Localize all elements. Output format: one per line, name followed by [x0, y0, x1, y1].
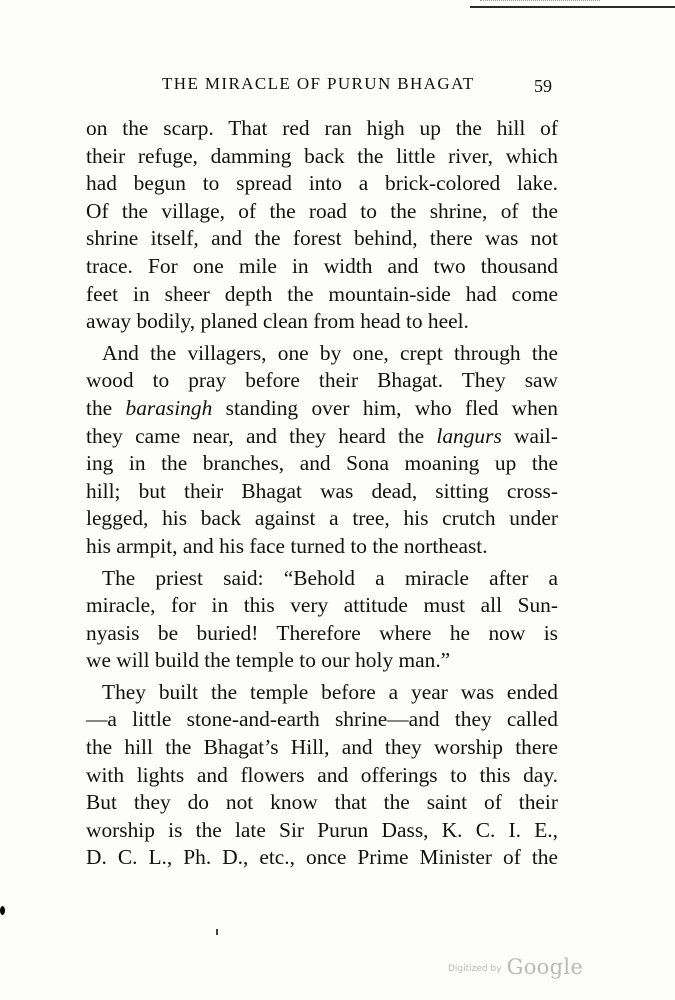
text-line — [86, 817, 558, 845]
text-run: with lights and flowers and offerings to this day. — [86, 762, 558, 787]
text-run: legged, his back against a tree, his crutch under — [86, 506, 558, 531]
text-run: D. C. L., Ph. D., etc., once Prime Minister of the — [86, 845, 558, 870]
watermark-prefix: Digitized by — [448, 964, 502, 974]
text-run: had begun to spread into a brick-colored lake. — [86, 171, 558, 196]
running-title: THE MIRACLE OF PURUN BHAGAT — [162, 74, 475, 93]
text-line — [86, 565, 558, 593]
page-number: 59 — [534, 76, 552, 96]
paragraph — [86, 679, 558, 872]
margin-ink-blot — [0, 906, 5, 915]
text-line — [86, 170, 558, 198]
running-head — [0, 74, 675, 98]
italic-term: langurs — [436, 423, 502, 448]
ink-speck — [216, 929, 218, 935]
text-run: hill; but their Bhagat was dead, sitting cross- — [86, 478, 558, 503]
text-line — [86, 620, 558, 648]
italic-term: barasingh — [125, 395, 213, 420]
text-line — [86, 762, 558, 790]
scan-edge-dots — [480, 0, 600, 3]
text-run: But they do not know that the saint of their — [86, 790, 558, 815]
google-logo: Google — [506, 955, 584, 979]
paragraph — [86, 340, 558, 561]
text-line — [86, 533, 558, 561]
text-line — [86, 789, 558, 817]
digitized-watermark — [448, 955, 583, 979]
text-line — [86, 198, 558, 226]
text-line — [86, 308, 558, 336]
text-line — [86, 844, 558, 872]
text-run: his armpit, and his face turned to the northeast. — [86, 533, 488, 558]
text-run: feet in sheer depth the mountain-side had come — [86, 281, 558, 306]
paragraph — [86, 565, 558, 675]
text-line — [86, 395, 558, 423]
text-run: wood to pray before their Bhagat. They saw — [86, 368, 558, 393]
text-line — [86, 340, 558, 368]
text-run: they came near, and they heard the — [86, 423, 437, 448]
text-line — [86, 706, 558, 734]
text-line — [86, 450, 558, 478]
text-run: shrine itself, and the forest behind, there was not — [86, 226, 558, 251]
text-line — [86, 592, 558, 620]
text-run: we will build the temple to our holy man.” — [86, 648, 451, 673]
text-run: away bodily, planed clean from head to heel. — [86, 309, 469, 334]
text-line — [86, 478, 558, 506]
text-line — [86, 734, 558, 762]
text-run: on the scarp. That red ran high up the hill of — [86, 116, 558, 140]
text-run: miracle, for in this very attitude must all Sun- — [86, 593, 558, 618]
text-run: —a little stone-and-earth shrine—and they called — [86, 707, 558, 732]
text-line — [86, 647, 558, 675]
text-run: ing in the branches, and Sona moaning up the — [86, 451, 558, 476]
text-run: trace. For one mile in width and two thousand — [86, 253, 558, 278]
text-line — [86, 423, 558, 451]
text-line — [86, 281, 558, 309]
text-run: the hill the Bhagat’s Hill, and they worship there — [86, 735, 558, 760]
text-run: the — [86, 395, 126, 420]
text-run: Of the village, of the road to the shrine, of the — [86, 198, 558, 223]
scan-edge-rule — [470, 6, 675, 8]
text-run: And the villagers, one by one, crept through the — [102, 340, 558, 365]
text-line — [86, 253, 558, 281]
text-run: The priest said: “Behold a miracle after a — [102, 565, 558, 590]
text-line — [86, 505, 558, 533]
text-line — [86, 367, 558, 395]
paragraph — [86, 115, 558, 336]
text-run: nyasis be buried! Therefore where he now is — [86, 620, 558, 645]
text-line — [86, 225, 558, 253]
text-line — [86, 115, 558, 143]
text-run: wail- — [501, 423, 558, 448]
text-line — [86, 143, 558, 171]
text-run: their refuge, damming back the little river, which — [86, 143, 558, 168]
text-run: They built the temple before a year was ended — [102, 679, 558, 704]
text-line — [86, 679, 558, 707]
text-run: worship is the late Sir Purun Dass, K. C. I. E., — [86, 817, 558, 842]
text-run: standing over him, who fled when — [212, 395, 558, 420]
body-text — [86, 115, 558, 872]
